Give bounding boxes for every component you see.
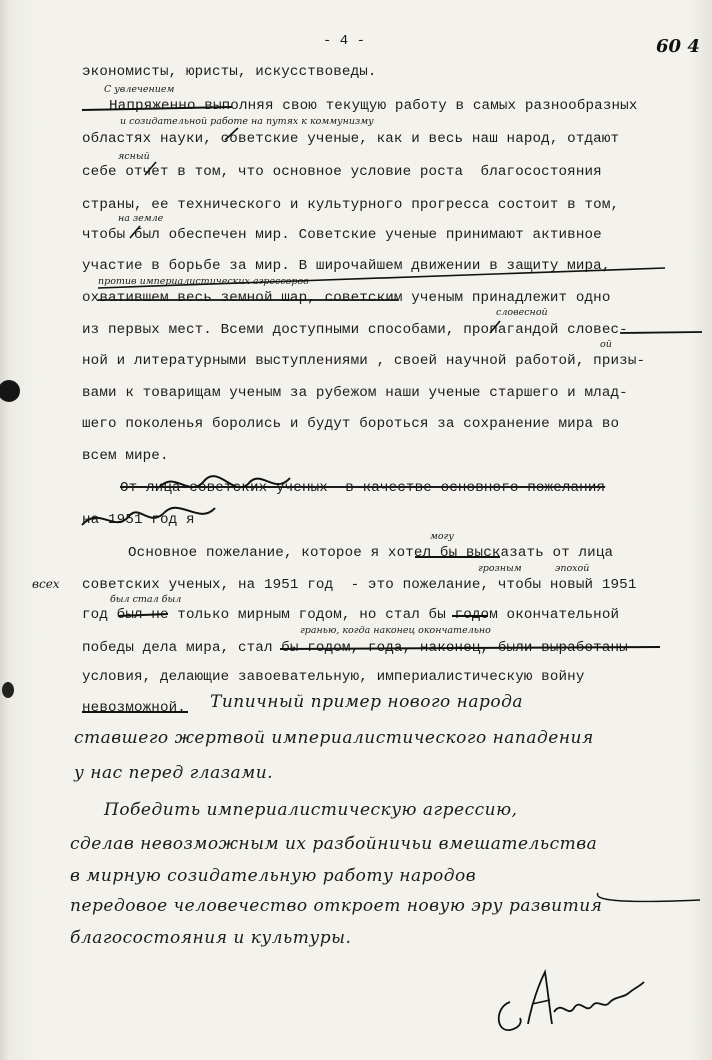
corner-annotation: 60 4 — [656, 36, 700, 57]
typed-line-10: ной и литературными выступлениями , своей научной работой, призы- — [82, 353, 646, 369]
typed-line-3: областях науки, советские ученые, как и весь наш народ, отдают — [82, 131, 620, 147]
typed-line-19: победы дела мира, стал бы годом, года, наконец, были выработаны — [82, 640, 628, 656]
handwritten-line-2: ставшего жертвой империалистического нападения — [74, 728, 594, 748]
insertion-above-line-6: на земле — [118, 213, 164, 224]
insertion-below-line-2: и созидательной работе на путях к коммунизму — [120, 116, 374, 127]
typed-line-11: вами к товарищам ученым за рубежом наши ученые старшего и млад- — [82, 385, 628, 401]
insertion-above-line-18: был стал был — [110, 594, 182, 605]
insertion-above-line-2: С увлечением — [104, 84, 175, 95]
typed-line-14-struck: От лица советских ученых в качестве основного пожелания — [120, 480, 606, 496]
handwritten-line-1: Типичный пример нового народа — [210, 692, 524, 712]
page-number: - 4 - — [323, 33, 366, 49]
typed-line-2: Напряженно выполняя свою текущую работу в самых разнообразных — [109, 98, 638, 114]
signature-scrawl — [490, 952, 650, 1042]
typed-line-5: страны, ее технического и культурного прогресса состоит в том, — [82, 197, 620, 213]
typed-line-21: невозможной. — [82, 700, 186, 716]
typed-line-12: шего поколенья боролись и будут бороться за сохранение мира во — [82, 416, 620, 432]
handwritten-line-4: Победить империалистическую агрессию, — [104, 800, 518, 820]
insertion-above-line-19: гранью, когда наконец окончательно — [300, 625, 491, 636]
typed-line-4: себе отчет в том, что основное условие роста благосостояния — [82, 164, 602, 180]
typed-line-17: советских ученых, на 1951 год - это пожелание, чтобы новый 1951 — [82, 577, 637, 593]
typed-line-1: экономисты, юристы, искусствоведы. — [82, 64, 377, 80]
insertion-above-line-10: ой — [600, 339, 612, 350]
typed-line-7: участие в борьбе за мир. В широчайшем движении в защиту мира, — [82, 258, 611, 274]
insertion-above-line-17-b: эпохой — [555, 563, 590, 574]
insertion-above-line-4: ясный — [118, 151, 150, 162]
insertion-below-line-7: против империалистических агрессоров — [98, 276, 309, 287]
typed-line-8: охватившем весь земной шар, советским ученым принадлежит одно — [82, 290, 611, 306]
typed-line-6: чтобы был обеспечен мир. Советские ученые принимают активное — [82, 227, 602, 243]
handwritten-line-6: в мирную созидательную работу народов — [70, 866, 477, 886]
handwritten-line-3: у нас перед глазами. — [74, 763, 274, 783]
handwritten-line-5: сделав невозможным их разбойничьи вмешательства — [70, 834, 598, 854]
handwritten-line-8: благосостояния и культуры. — [70, 928, 352, 948]
typed-line-18: год был не только мирным годом, но стал бы годом окончательной — [82, 607, 620, 623]
insertion-above-line-9: словесной — [496, 307, 548, 318]
insertion-above-line-16: могу — [430, 531, 454, 542]
margin-insertion-line-17: всех — [32, 577, 60, 591]
typed-line-16: Основное пожелание, которое я хотел бы высказать от лица — [128, 545, 614, 561]
insertion-above-line-17-a: грозным — [478, 563, 522, 574]
typed-line-20: условия, делающие завоевательную, империалистическую войну — [82, 669, 585, 685]
typed-line-15: на 1951 год я — [82, 512, 195, 528]
signature — [490, 952, 650, 1042]
typed-line-9: из первых мест. Всеми доступными способами, пропагандой словес- — [82, 322, 628, 338]
handwritten-line-7: передовое человечество откроет новую эру развития — [70, 896, 603, 916]
typed-line-13: всем мире. — [82, 448, 169, 464]
